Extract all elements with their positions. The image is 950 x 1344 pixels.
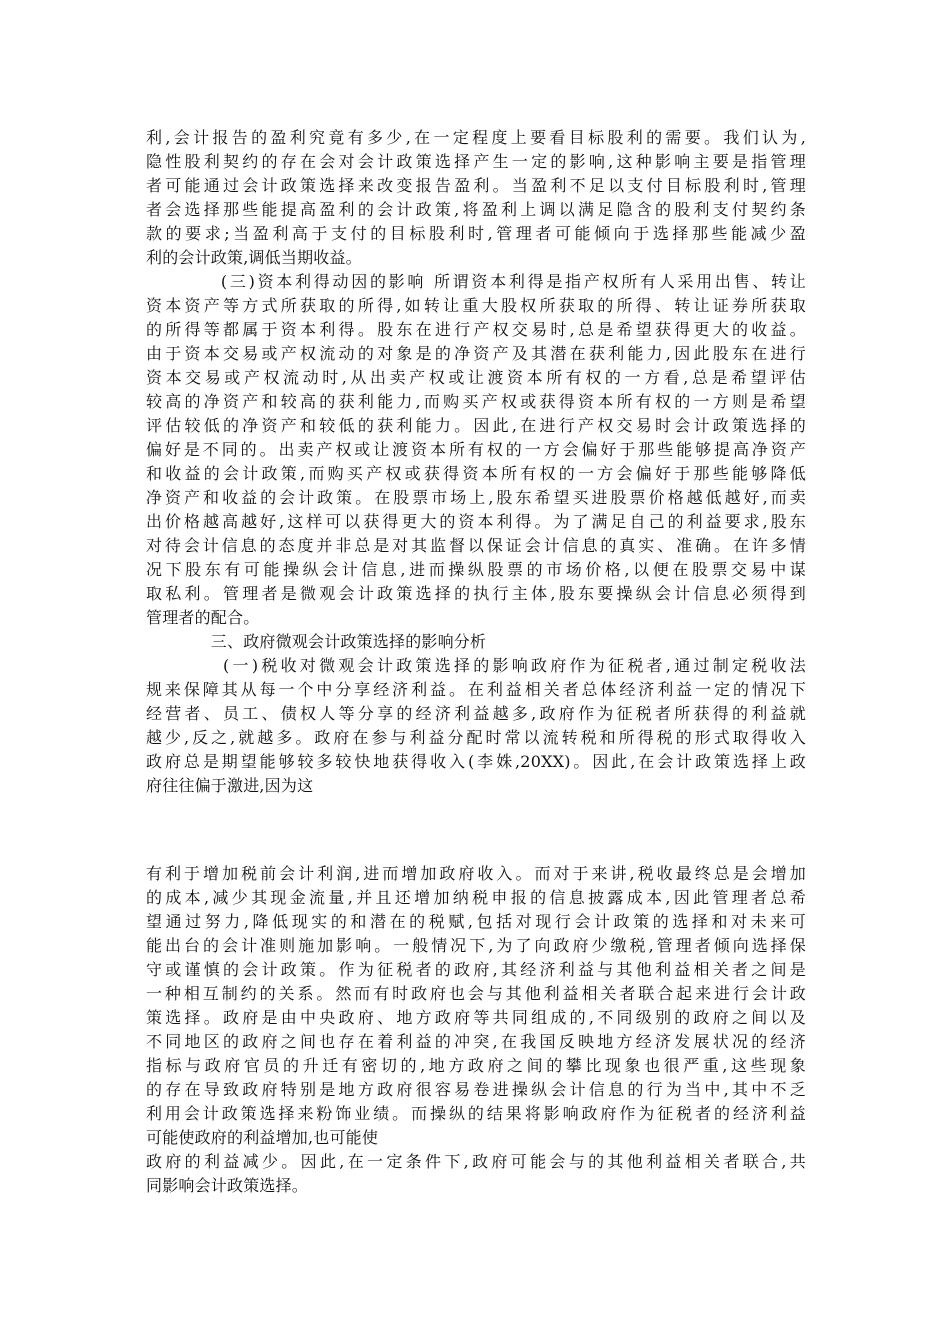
text-line: 策选择。政府是由中央政府、地方政府等共同组成的,不同级别的政府之间以及 <box>146 1008 806 1027</box>
text-line: 较高的净资产和较高的获利能力,而购买产权或获得资本所有权的一方则是希望 <box>146 392 806 411</box>
text-line: 净资产和收益的会计政策。在股票市场上,股东希望买进股票价格越低越好,而卖 <box>146 488 806 507</box>
text-line: 能出台的会计准则施加影响。一般情况下,为了向政府少缴税,管理者倾向选择保 <box>146 936 806 955</box>
text-line: 利,会计报告的盈利究竟有多少,在一定程度上要看目标股利的需要。我们认为, <box>146 128 806 147</box>
text-line: 经营者、员工、债权人等分享的经济利益越多,政府作为征税者所获得的利益就 <box>146 704 806 723</box>
text-line: 管理者的配合。 <box>146 608 260 627</box>
section-heading: 三、政府微观会计政策选择的影响分析 <box>146 632 487 651</box>
text-line: 可能使政府的利益增加,也可能使 <box>146 1128 379 1147</box>
text-line: 资本交易或产权流动时,从出卖产权或让渡资本所有权的一方看,总是希望评估 <box>146 368 806 387</box>
text-line: 资本资产等方式所获取的所得,如转让重大股权所获取的所得、转让证券所获取 <box>146 296 806 315</box>
text-line: 者会选择那些能提高盈利的会计政策,将盈利上调以满足隐含的股利支付契约条 <box>146 200 806 219</box>
text-line: 一种相互制约的关系。然而有时政府也会与其他利益相关者联合起来进行会计政 <box>146 984 806 1003</box>
text-line: 偏好是不同的。出卖产权或让渡资本所有权的一方会偏好于那些能够提高净资产 <box>146 440 806 459</box>
text-line: 况下股东有可能操纵会计信息,进而操纵股票的市场价格,以便在股票交易中谋 <box>146 560 806 579</box>
text-line: 同影响会计政策选择。 <box>146 1176 309 1195</box>
text-line: 取私利。管理者是微观会计政策选择的执行主体,股东要操纵会计信息必须得到 <box>146 584 806 603</box>
text-line: 政府的利益减少。因此,在一定条件下,政府可能会与的其他利益相关者联合,共 <box>146 1152 806 1171</box>
text-line: (一)税收对微观会计政策选择的影响政府作为征税者,通过制定税收法 <box>146 656 806 675</box>
text-line: 隐性股利契约的存在会对会计政策选择产生一定的影响,这种影响主要是指管理 <box>146 152 806 171</box>
text-line: 规来保障其从每一个中分享经济利益。在利益相关者总体经济利益一定的情况下 <box>146 680 806 699</box>
text-line: 的存在导致政府特别是地方政府很容易卷进操纵会计信息的行为当中,其中不乏 <box>146 1080 806 1099</box>
text-line: 款的要求;当盈利高于支付的目标股利时,管理者可能倾向于选择那些能减少盈 <box>146 224 806 243</box>
text-line: 对待会计信息的态度并非总是对其监督以保证会计信息的真实、准确。在许多情 <box>146 536 806 555</box>
text-line: 越少,反之,就越多。政府在参与利益分配时常以流转税和所得税的形式取得收入 <box>146 728 806 747</box>
text-line: 的成本,减少其现金流量,并且还增加纳税申报的信息披露成本,因此管理者总希 <box>146 888 806 907</box>
text-line: 守或谨慎的会计政策。作为征税者的政府,其经济利益与其他利益相关者之间是 <box>146 960 806 979</box>
text-line: 评估较低的净资产和较低的获利能力。因此,在进行产权交易时会计政策选择的 <box>146 416 806 435</box>
text-line: 利用会计政策选择来粉饰业绩。而操纵的结果将影响政府作为征税者的经济利益 <box>146 1104 806 1123</box>
text-line: 的所得等都属于资本利得。股东在进行产权交易时,总是希望获得更大的收益。 <box>146 320 806 339</box>
text-line: 由于资本交易或产权流动的对象是的净资产及其潜在获利能力,因此股东在进行 <box>146 344 806 363</box>
text-line: (三)资本利得动因的影响 所谓资本利得是指产权所有人采用出售、转让 <box>146 272 806 291</box>
text-line: 望通过努力,降低现实的和潜在的税赋,包括对现行会计政策的选择和对未来可 <box>146 912 806 931</box>
text-line: 指标与政府官员的升迁有密切的,地方政府之间的攀比现象也很严重,这些现象 <box>146 1056 806 1075</box>
text-line: 出价格越高越好,这样可以获得更大的资本利得。为了满足自己的利益要求,股东 <box>146 512 806 531</box>
text-line: 府往往偏于激进,因为这 <box>146 776 314 795</box>
text-line: 利的会计政策,调低当期收益。 <box>146 248 362 267</box>
text-line: 有利于增加税前会计利润,进而增加政府收入。而对于来讲,税收最终总是会增加 <box>146 864 806 883</box>
text-line: 不同地区的政府之间也存在着利益的冲突,在我国反映地方经济发展状况的经济 <box>146 1032 806 1051</box>
text-line: 和收益的会计政策,而购买产权或获得资本所有权的一方会偏好于那些能够降低 <box>146 464 806 483</box>
text-line: 者可能通过会计政策选择来改变报告盈利。当盈利不足以支付目标股利时,管理 <box>146 176 806 195</box>
text-line: 政府总是期望能够较多较快地获得收入(李姝,20XX)。因此,在会计政策选择上政 <box>146 752 806 771</box>
